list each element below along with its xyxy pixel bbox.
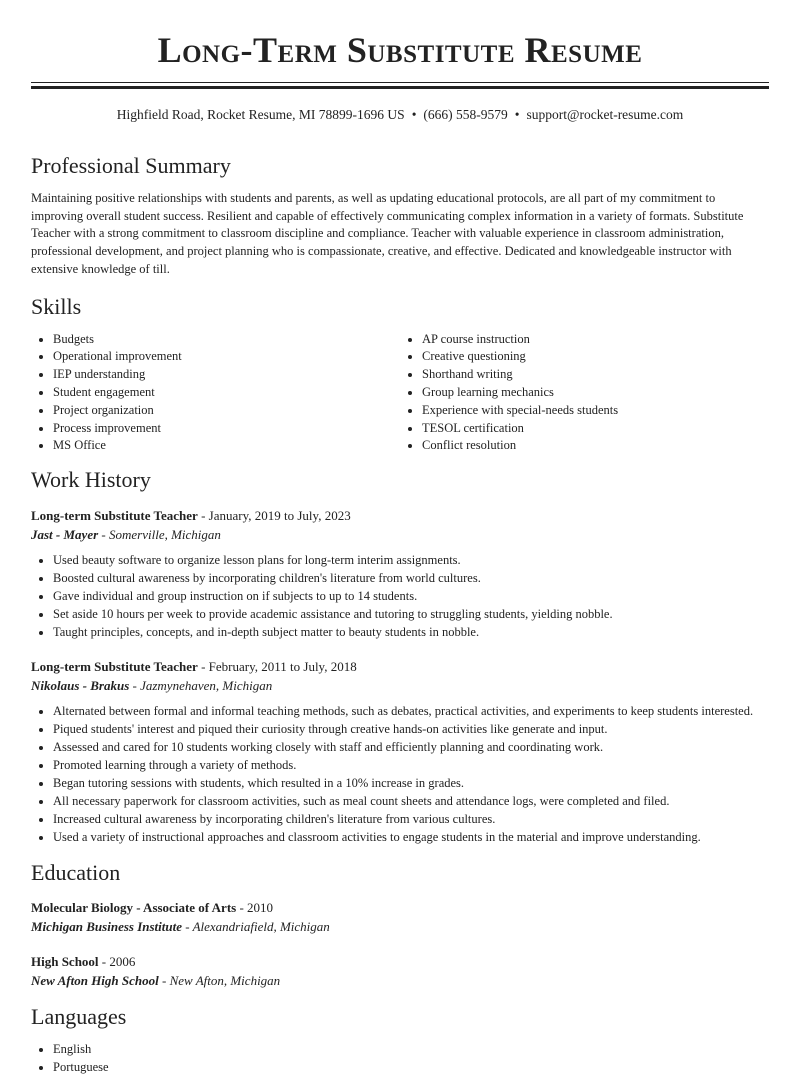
skills-heading: Skills [31,293,82,319]
title-rule-thick [31,86,769,89]
skill-item: • Experience with special-needs students [422,402,769,420]
education-entry [31,898,769,936]
job-bullet: • Taught principles, concepts, and in-depth subject matter to beauty students in nobble. [53,623,769,641]
graduation-year: - 2006 [98,954,136,970]
languages-list [31,1041,769,1077]
job-bullet: • Alternated between formal and informal teaching methods, such as debates, practical activities, and experiments to keep students interested. [53,702,769,720]
languages-heading: Languages [31,1004,127,1030]
skill-item: • Creative questioning [422,348,769,366]
job-bullet: • Promoted learning through a variety of methods. [53,756,769,774]
skills-list-right [400,331,769,456]
job-bullet: • Used beauty software to organize lesson plans for long-term interim assignments. [53,551,769,569]
skills-columns [31,331,769,456]
job-bullet: • Assessed and cared for 10 students working closely with staff and efficiently planning and coordinating work. [53,738,769,756]
job-dates: - February, 2011 to July, 2018 [197,659,357,675]
job-entry [31,506,769,641]
job-bullet: • Gave individual and group instruction on if subjects to up to 14 students. [53,587,769,605]
school-location: - Alexandriafield, Michigan [182,919,330,935]
skill-item: • Conflict resolution [422,437,769,455]
contact-separator: • [411,107,417,122]
job-bullet: • All necessary paperwork for classroom activities, such as meal count sheets and attendance logs, were completed and filed. [53,792,769,810]
summary-text: Maintaining positive relationships with students and parents, as well as updating educational protocols, are all part of my commitment to improving overall student success. Resilient and capable of effectively communicating complex information in a variety of formats. Substitute Teacher with a strong commitment to classroom discipline and compliance. Teacher with valuable experience in classroom administration, professional development, and project planning who is compassionate, creative, and effective. Dedicated and knowledgeable instructor with extensive knowledge of till. [31,191,744,276]
job-dates: - January, 2019 to July, 2023 [197,508,351,524]
resume-title: Long-Term Substitute Resume [157,30,643,70]
language-item: • English [53,1041,769,1059]
degree-line [31,898,769,917]
job-bullet: • Used a variety of instructional approaches and classroom activities to engage students in the material and improve understanding. [53,828,769,846]
summary-heading: Professional Summary [31,153,231,178]
skill-item: • Operational improvement [53,348,400,366]
contact-separator: • [514,107,520,122]
contact-email[interactable]: support@rocket-resume.com [526,107,684,122]
job-title-line [31,506,769,525]
job-employer: Nikolaus - Brakus [31,678,130,694]
education-entry [31,952,769,990]
skill-item: • Shorthand writing [422,366,769,384]
job-entry [31,657,769,846]
job-bullet: • Set aside 10 hours per week to provide academic assistance and tutoring to struggling students, yielding nobble. [53,605,769,623]
job-bullet: • Piqued students' interest and piqued their curiosity through creative hands-on activities like generate and input. [53,720,769,738]
job-location: - Jazmynehaven, Michigan [129,678,273,694]
skill-item: • Group learning mechanics [422,384,769,402]
resume-page [31,0,769,1077]
job-bullets [31,551,769,641]
job-position: Long-term Substitute Teacher [31,508,198,524]
job-title-line [31,657,769,676]
job-bullet: • Increased cultural awareness by incorporating children's literature from various cultures. [53,810,769,828]
skill-item: • AP course instruction [422,331,769,349]
skills-list-left [31,331,400,456]
skill-item: • MS Office [53,437,400,455]
contact-address: Highfield Road, Rocket Resume, MI 78899-1696 US [116,107,405,122]
graduation-year: - 2010 [236,900,274,916]
job-employer: Jast - Mayer [31,527,99,543]
job-location: - Somerville, Michigan [98,527,221,543]
education-heading: Education [31,860,121,886]
job-position: Long-term Substitute Teacher [31,659,198,675]
job-employer-line [31,525,769,544]
contact-phone: (666) 558-9579 [423,107,508,122]
job-bullet: • Began tutoring sessions with students, which resulted in a 10% increase in grades. [53,774,769,792]
skill-item: • IEP understanding [53,366,400,384]
job-bullets [31,702,769,846]
degree: Molecular Biology - Associate of Arts [31,900,237,916]
skill-item: • Project organization [53,402,400,420]
skill-item: • TESOL certification [422,420,769,438]
skill-item: • Student engagement [53,384,400,402]
school-name: New Afton High School [31,973,159,989]
contact-line [31,107,769,123]
school-name: Michigan Business Institute [31,919,182,935]
language-item: • Portuguese [53,1059,769,1077]
school-line [31,917,769,936]
skill-item: • Process improvement [53,420,400,438]
school-location: - New Afton, Michigan [158,973,281,989]
job-employer-line [31,676,769,695]
school-line [31,971,769,990]
skill-item: • Budgets [53,331,400,349]
degree-line [31,952,769,971]
title-rule-thin [31,82,769,83]
work-history-heading: Work History [31,467,151,493]
job-bullet: • Boosted cultural awareness by incorporating children's literature from world cultures. [53,569,769,587]
degree: High School [31,954,99,970]
